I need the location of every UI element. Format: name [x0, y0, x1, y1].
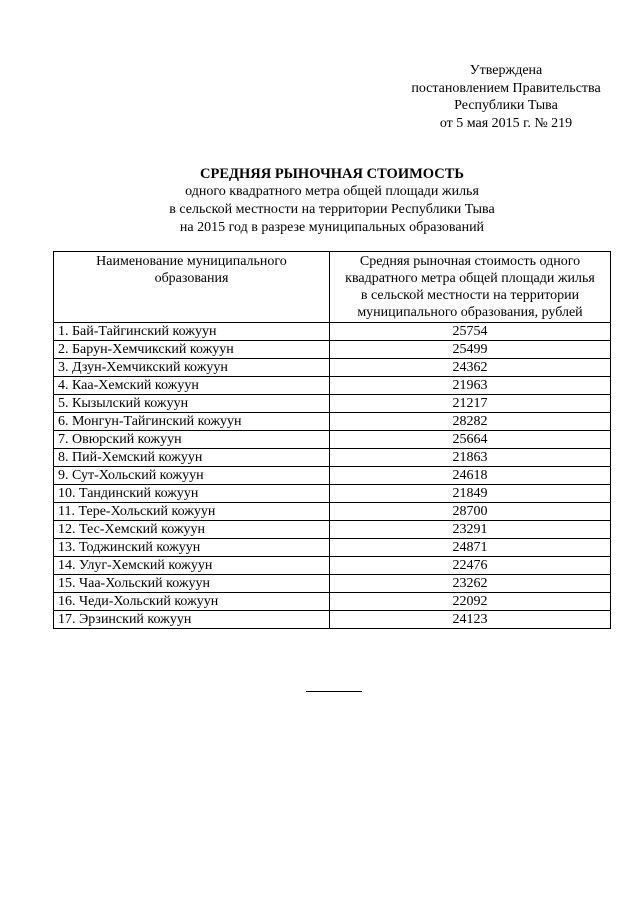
table-row [54, 485, 611, 503]
price-cell: 23291 [330, 521, 611, 539]
price-cell: 28700 [330, 503, 611, 521]
column-header-municipality: Наименование муниципального образования [54, 252, 330, 323]
approval-line: Утверждена [469, 63, 543, 78]
price-cell: 21863 [330, 449, 611, 467]
price-table [53, 251, 611, 629]
price-cell: 25499 [330, 341, 611, 359]
table-row [54, 575, 611, 593]
table-row [54, 503, 611, 521]
municipality-cell: 7. Овюрский кожуун [54, 431, 330, 449]
table-row [54, 395, 611, 413]
table-row [54, 467, 611, 485]
approval-date-line: от 5 мая 2015 г. № 219 [439, 115, 573, 131]
document-heading [53, 165, 611, 237]
municipality-cell: 16. Чеди-Хольский кожуун [54, 593, 330, 611]
approval-stamp [396, 62, 616, 132]
table-row [54, 377, 611, 395]
end-of-document-divider [306, 691, 362, 692]
price-cell: 28282 [330, 413, 611, 431]
table-header-row [54, 252, 611, 323]
table-row [54, 323, 611, 341]
price-cell: 24618 [330, 467, 611, 485]
document-subtitle-line: одного квадратного метра общей площади жилья [185, 184, 479, 199]
table-row [54, 449, 611, 467]
price-cell: 21849 [330, 485, 611, 503]
approval-line: постановлением Правительства [411, 80, 601, 96]
municipality-cell: 3. Дзун-Хемчикский кожуун [54, 359, 330, 377]
price-cell: 21217 [330, 395, 611, 413]
table-row [54, 593, 611, 611]
price-cell: 22092 [330, 593, 611, 611]
table-row [54, 431, 611, 449]
municipality-cell: 12. Тес-Хемский кожуун [54, 521, 330, 539]
municipality-cell: 6. Монгун-Тайгинский кожуун [54, 413, 330, 431]
table-row [54, 611, 611, 629]
municipality-cell: 15. Чаа-Хольский кожуун [54, 575, 330, 593]
price-cell: 25754 [330, 323, 611, 341]
table-row [54, 521, 611, 539]
table-row [54, 539, 611, 557]
document-subtitle-line: в сельской местности на территории Республики Тыва [169, 202, 495, 217]
municipality-cell: 5. Кызылский кожуун [54, 395, 330, 413]
municipality-cell: 1. Бай-Тайгинский кожуун [54, 323, 330, 341]
municipality-cell: 17. Эрзинский кожуун [54, 611, 330, 629]
document-subtitle-line: на 2015 год в разрезе муниципальных образований [179, 220, 485, 235]
municipality-cell: 2. Барун-Хемчикский кожуун [54, 341, 330, 359]
municipality-cell: 4. Каа-Хемский кожуун [54, 377, 330, 395]
municipality-cell: 8. Пий-Хемский кожуун [54, 449, 330, 467]
price-cell: 21963 [330, 377, 611, 395]
table-row [54, 341, 611, 359]
document-title: СРЕДНЯЯ РЫНОЧНАЯ СТОИМОСТЬ [200, 166, 464, 182]
price-cell: 24871 [330, 539, 611, 557]
price-cell: 24362 [330, 359, 611, 377]
price-cell: 22476 [330, 557, 611, 575]
approval-line: Республики Тыва [454, 98, 558, 113]
municipality-cell: 9. Сут-Хольский кожуун [54, 467, 330, 485]
price-cell: 23262 [330, 575, 611, 593]
table-row [54, 557, 611, 575]
table-row [54, 359, 611, 377]
municipality-cell: 14. Улуг-Хемский кожуун [54, 557, 330, 575]
price-cell: 24123 [330, 611, 611, 629]
municipality-cell: 10. Тандинский кожуун [54, 485, 330, 503]
table-row [54, 413, 611, 431]
municipality-cell: 13. Тоджинский кожуун [54, 539, 330, 557]
price-cell: 25664 [330, 431, 611, 449]
municipality-cell: 11. Тере-Хольский кожуун [54, 503, 330, 521]
column-header-price: Средняя рыночная стоимость одного квадратного метра общей площади жилья в сельской местности на территории муниципального образования, рублей [330, 252, 611, 323]
